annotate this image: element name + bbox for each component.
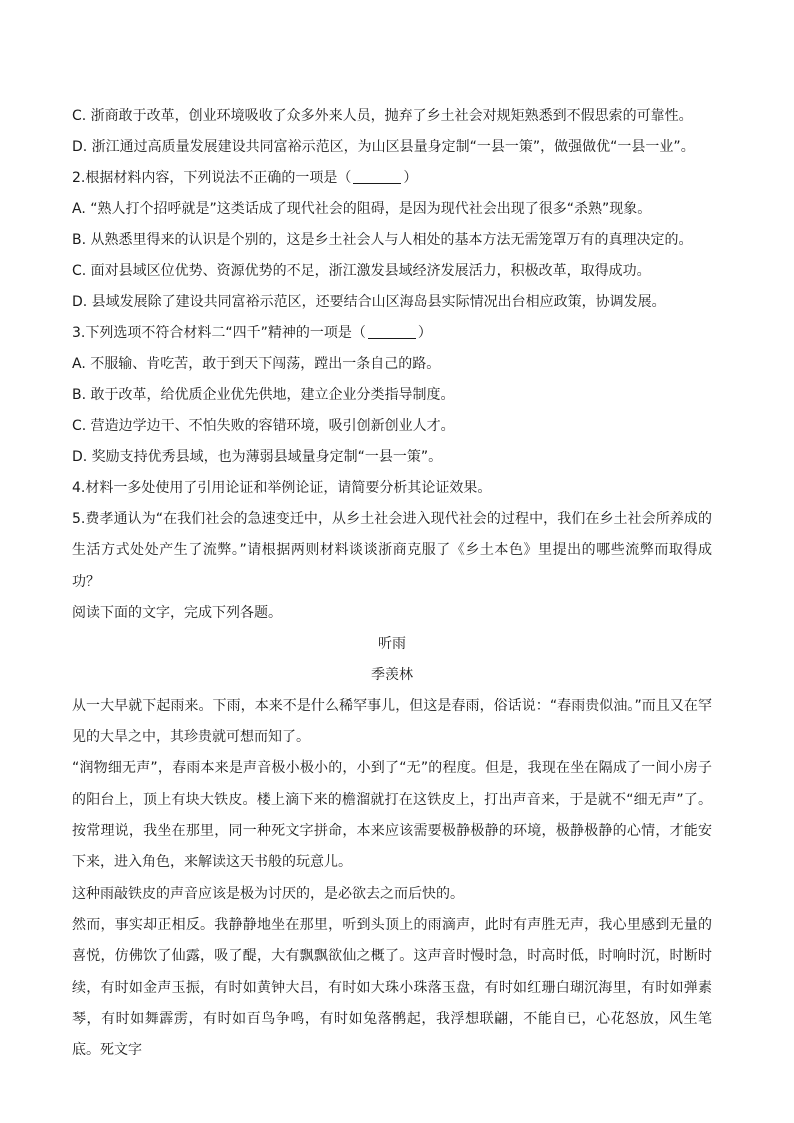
answer-blank — [368, 324, 416, 339]
answer-blank — [353, 169, 401, 184]
q2-option-a: A. “熟人打个招呼就是”这类话成了现代社会的阻碍，是因为现代社会出现了很多“杀熟”现象。 — [72, 201, 652, 217]
q2-option-b: B. 从熟悉里得来的认识是个别的，这是乡土社会人与人相处的基本方法无需笼罩万有的真理决定的。 — [72, 232, 693, 248]
reading-intro: 阅读下面的文字，完成下列各题。 — [72, 604, 282, 621]
q3-stem — [72, 318, 712, 349]
q2-stem-text: 2.根据材料内容，下列说法不正确的一项是（ — [72, 170, 352, 186]
q2-stem-close: ） — [403, 170, 418, 186]
essay-paragraph-3: 这种雨敲铁皮的声音应该是极为讨厌的，是必欲去之而后快的。 — [72, 885, 464, 902]
q2-option-d: D. 县域发展除了建设共同富裕示范区，还要结合山区海岛县实际情况出台相应政策，协调发展。 — [72, 294, 666, 310]
q1-option-c: C. 浙商敢于改革，创业环境吸收了众多外来人员，抛弃了乡土社会对规矩熟悉到不假思索的可靠性。 — [72, 108, 693, 124]
q3-option-c: C. 营造边学边干、不怕失败的容错环境，吸引创新创业人才。 — [72, 418, 455, 434]
essay-paragraph-4: 然而，事实却正相反。我静静地坐在那里，听到头顶上的雨滴声，此时有声胜无声，我心里感到无量的喜悦，仿佛饮了仙露，吸了醍，大有飘飘欲仙之概了。这声音时慢时急，时高时低，时响时沉，时断时续，有时如金声玉振，有时如黄钟大吕，有时如大珠小珠落玉盘，有时如红珊白瑚沉海里，有时如弹素琴，有时如舞霹雳，有时如百鸟争鸣，有时如兔落鹘起，我浮想联翩，不能自已，心花怒放，风生笔底。死文字 — [72, 916, 712, 1059]
q5-stem: 5.费孝通认为“在我们社会的急速变迁中，从乡土社会进入现代社会的过程中，我们在乡土社会所养成的生活方式处处产生了流弊。”请根据两则材料谈谈浙商克服了《乡土本色》里提出的哪些流弊而取得成功？ — [72, 511, 712, 590]
q2-option-c: C. 面对县域区位优势、资源优势的不足，浙江激发县域经济发展活力，积极改革，取得成功。 — [72, 263, 651, 279]
essay-author: 季羡林 — [371, 666, 413, 683]
q1-option-d: D. 浙江通过高质量发展建设共同富裕示范区，为山区县量身定制“一县一策”，做强做优“一县一业”。 — [72, 139, 695, 155]
essay-paragraph-1: 从一大早就下起雨来。下雨，本来不是什么稀罕事儿，但这是春雨，俗话说：“春雨贵似油。”而且又在罕见的大旱之中，其珍贵就可想而知了。 — [72, 697, 712, 746]
q3-stem-text: 3.下列选项不符合材料二“四千”精神的一项是（ — [72, 325, 366, 341]
q3-stem-close: ） — [417, 325, 432, 341]
q3-option-d: D. 奖励支持优秀县域，也为薄弱县域量身定制“一县一策”。 — [72, 449, 443, 465]
q2-stem — [72, 163, 712, 194]
q4-stem: 4.材料一多处使用了引用论证和举例论证，请简要分析其论证效果。 — [72, 480, 492, 496]
q3-option-b: B. 敢于改革，给优质企业优先供地，建立企业分类指导制度。 — [72, 387, 455, 403]
essay-paragraph-2: “润物细无声”，春雨本来是声音极小极小的，小到了“无”的程度。但是，我现在坐在隔成了一间小房子的阳台上，顶上有块大铁皮。楼上滴下来的檐溜就打在这铁皮上，打出声音来，于是就不“细无声”了。按常理说，我坐在那里，同一种死文字拼命，本来应该需要极静极静的环境，极静极静的心情，才能安下来，进入角色，来解读这天书般的玩意儿。 — [72, 760, 712, 871]
q3-option-a: A. 不服输、肯吃苦，敢于到天下闯荡，蹚出一条自己的路。 — [72, 356, 441, 372]
essay-title: 听雨 — [378, 635, 406, 652]
